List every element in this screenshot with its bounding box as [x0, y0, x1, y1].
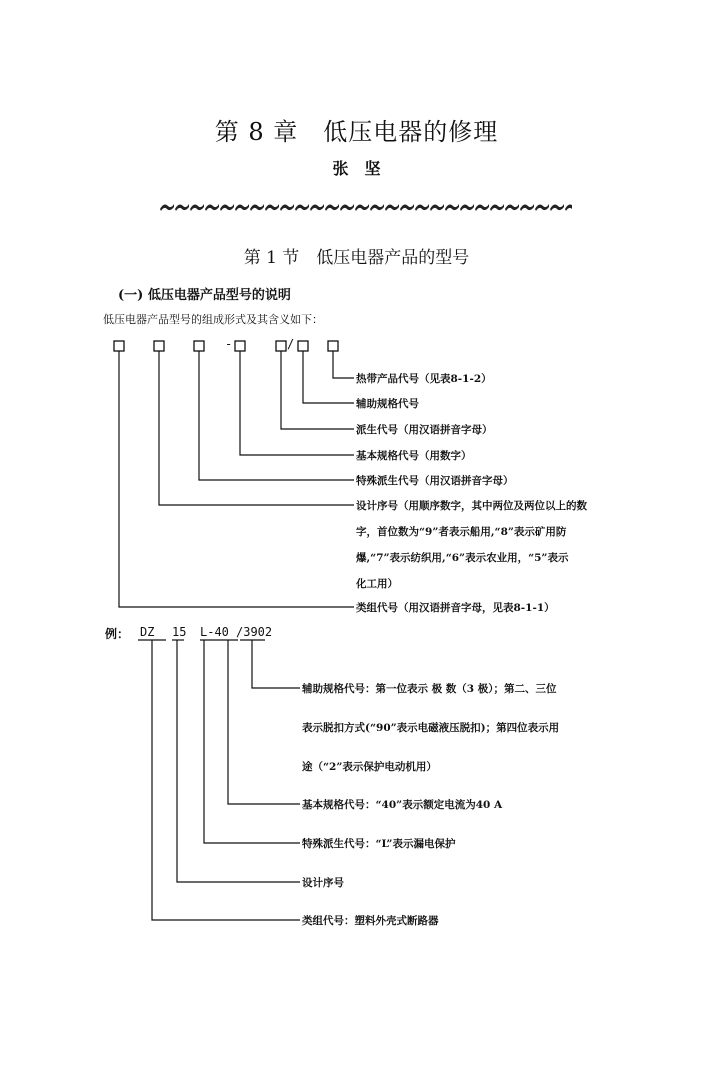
example-label-aux-1: 辅助规格代号：第一位表示 极 数（3 极）；第二、三位 [302, 683, 557, 695]
format-box-7 [328, 341, 338, 351]
example-label-aux-3: 途（“2”表示保护电动机用） [302, 761, 437, 773]
example-label-aux-2: 表示脱扣方式(“90”表示电磁液压脱扣)；第四位表示用 [302, 722, 560, 734]
format-label-aux-spec: 辅助规格代号 [356, 398, 419, 410]
format-box-4 [235, 341, 245, 351]
chapter-title: 第 8 章 低压电器的修理 [214, 118, 499, 146]
format-label-design-no-1: 设计序号（用顺序数字，其中两位及两位以上的数 [356, 500, 587, 512]
format-label-category: 类组代号（用汉语拼音字母，见表8-1-1） [356, 602, 555, 614]
format-label-design-no-3: 爆,“7”表示纺织用,“6”表示农业用，“5”表示 [356, 552, 569, 564]
intro-text: 低压电器产品型号的组成形式及其含义如下： [103, 313, 323, 326]
example-label-special-derivative: 特殊派生代号：“L”表示漏电保护 [302, 838, 456, 850]
subheading: (一) 低压电器产品型号的说明 [118, 288, 291, 303]
section-title: 第 1 节 低压电器产品的型号 [243, 248, 470, 268]
format-label-basic-spec: 基本规格代号（用数字） [356, 450, 472, 462]
format-label-special-derivative: 特殊派生代号（用汉语拼音字母） [356, 475, 514, 487]
example-label-category: 类组代号：塑料外壳式断路器 [302, 915, 439, 927]
example-code-l40: L-40 [200, 625, 229, 639]
example-code-dz: DZ [140, 625, 155, 639]
format-box-3 [194, 341, 204, 351]
format-dash: - [225, 337, 233, 351]
format-label-derivative: 派生代号（用汉语拼音字母） [356, 424, 493, 436]
example-code-3902: /3902 [236, 625, 273, 639]
author-name: 张 坚 [332, 159, 381, 178]
format-box-6 [298, 341, 308, 351]
format-box-1 [114, 341, 124, 351]
example-label-basic-spec: 基本规格代号：“40”表示额定电流为40 A [302, 799, 503, 811]
format-box-2 [154, 341, 164, 351]
format-label-tropical: 热带产品代号（见表8-1-2） [356, 373, 492, 385]
format-label-design-no-2: 字，首位数为“9”者表示船用,“8”表示矿用防 [356, 526, 567, 538]
example-code-15: 15 [172, 625, 187, 639]
example-label-design-no: 设计序号 [302, 877, 344, 889]
format-label-design-no-4: 化工用） [356, 578, 398, 590]
format-box-5 [276, 341, 286, 351]
format-slash: / [287, 337, 295, 351]
example-prefix: 例： [105, 627, 130, 641]
